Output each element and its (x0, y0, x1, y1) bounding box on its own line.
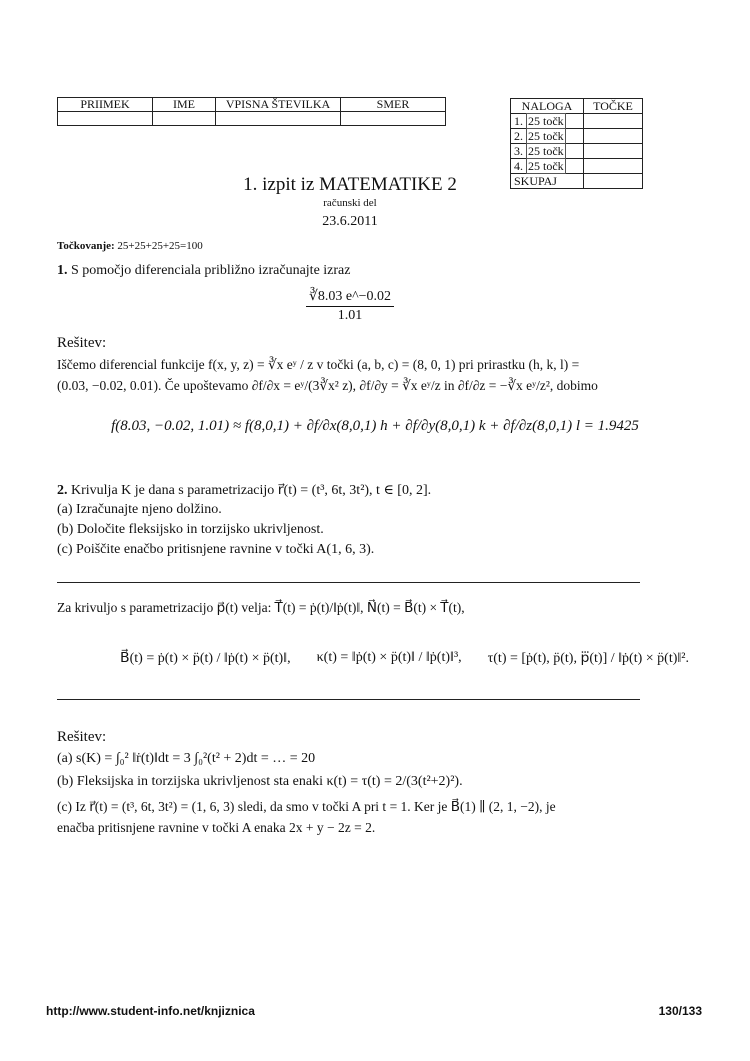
scoring-label: Točkovanje: (57, 240, 115, 252)
footer-page-number: 130/133 (658, 1004, 702, 1018)
score-row (511, 144, 584, 159)
curvature-formula: κ(t) = ‖ṗ(t) × p̈(t)‖ / ‖ṗ(t)‖³, (316, 650, 462, 665)
solution-b: (b) Fleksijska in torzijska ukrivljenost sta enaki κ(t) = τ(t) = 2/(3(t²+2)²). (57, 774, 463, 789)
header-points: TOČKE (584, 99, 643, 114)
total-label: SKUPAJ (511, 174, 584, 189)
binormal-formula: B⃗(t) = ṗ(t) × p̈(t) / ‖ṗ(t) × p̈(t)‖, (120, 651, 291, 666)
score-field[interactable] (584, 144, 643, 159)
footer-url[interactable]: http://www.student-info.net/knjiznica (46, 1004, 255, 1018)
task-points: 25 točk (528, 129, 564, 143)
task-number: 3. (514, 144, 523, 158)
problem2-statement (57, 482, 431, 499)
id-field[interactable] (216, 112, 341, 126)
problem1-equation: f(8.03, −0.02, 1.01) ≈ f(8,0,1) + ∂f/∂x(8,0,1) h + ∂f/∂y(8,0,1) k + ∂f/∂z(8,0,1) l = 1.9425 (111, 418, 639, 434)
solution-a: (a) s(K) = ∫₀² ‖ṙ(t)‖dt = 3 ∫₀²(t² + 2)dt = … = 20 (57, 751, 316, 766)
problem2-part-c: (c) Poiščite enačbo pritisnjene ravnine v točki A(1, 6, 3). (57, 542, 375, 557)
program-field[interactable] (341, 112, 446, 126)
score-field[interactable] (584, 159, 643, 174)
problem1-solution-line2: (0.03, −0.02, 0.01). Če upoštevamo ∂f/∂x = eʸ/(3∛x² z), ∂f/∂y = ∛x eʸ/z in ∂f/∂z = −∛x eʸ/z², dobimo (57, 378, 598, 393)
expression-denominator: 1.01 (337, 307, 363, 323)
name-field[interactable] (153, 112, 216, 126)
solution-c-line1: (c) Iz r⃗(t) = (t³, 6t, 3t²) = (1, 6, 3) sledi, da smo v točki A pri t = 1. Ker je B⃗(1) ∥ (2, 1, −2), je (57, 799, 556, 814)
score-field[interactable] (584, 129, 643, 144)
formula-box-equations (120, 650, 689, 667)
header-task: NALOGA (511, 99, 584, 114)
header-name: IME (153, 98, 216, 112)
task-number: 1. (514, 114, 523, 128)
problem1-solution-label: Rešitev: (57, 335, 107, 351)
exam-subtitle: računski del (323, 197, 377, 209)
problem1-text: S pomočjo diferenciala približno izračunajte izraz (71, 263, 351, 278)
surname-field[interactable] (58, 112, 153, 126)
task-points: 25 točk (528, 114, 564, 128)
formula-box-bottom-rule (57, 699, 640, 700)
problem2-part-a: (a) Izračunajte njeno dolžino. (57, 502, 222, 517)
scoring-value: 25+25+25+25=100 (117, 240, 203, 252)
header-surname: PRIIMEK (58, 98, 153, 112)
problem1-expression (0, 288, 700, 324)
scoring (57, 240, 203, 252)
problem2-solution-label: Rešitev: (57, 729, 107, 745)
problem2-part-b: (b) Določite fleksijsko in torzijsko ukrivljenost. (57, 522, 324, 537)
problem2-number: 2. (57, 483, 68, 498)
problem1-statement (57, 263, 350, 279)
torsion-formula: τ(t) = [ṗ(t), p̈(t), p⃛(t)] / ‖ṗ(t) × p̈(t)‖². (487, 651, 689, 666)
problem1-solution-line1: Iščemo diferencial funkcije f(x, y, z) = ∛x eʸ / z v točki (a, b, c) = (8, 0, 1) pri prirastku (h, k, l) = (57, 357, 580, 372)
header-program: SMER (341, 98, 446, 112)
task-points: 25 točk (528, 144, 564, 158)
expression-numerator: ∛8.03 e^−0.02 (306, 288, 394, 307)
score-row (511, 129, 584, 144)
task-points: 25 točk (528, 159, 564, 173)
exam-title: 1. izpit iz MATEMATIKE 2 (243, 174, 457, 195)
header-id: VPISNA ŠTEVILKA (216, 98, 341, 112)
score-field[interactable] (584, 114, 643, 129)
exam-date: 23.6.2011 (322, 214, 378, 229)
score-row (511, 159, 584, 174)
problem2-text: Krivulja K je dana s parametrizacijo r⃗(t) = (t³, 6t, 3t²), t ∈ [0, 2]. (71, 483, 432, 498)
formula-box-top-rule (57, 582, 640, 583)
student-info-table (57, 97, 446, 126)
solution-c-line2: enačba pritisnjene ravnine v točki A enaka 2x + y − 2z = 2. (57, 820, 376, 835)
problem1-number: 1. (57, 263, 68, 278)
task-number: 2. (514, 129, 523, 143)
task-number: 4. (514, 159, 523, 173)
formula-box-line: Za krivuljo s parametrizacijo p⃗(t) velja: T⃗(t) = ṗ(t)/‖ṗ(t)‖, N⃗(t) = B⃗(t) × T⃗(t), (57, 600, 465, 615)
score-row (511, 114, 584, 129)
